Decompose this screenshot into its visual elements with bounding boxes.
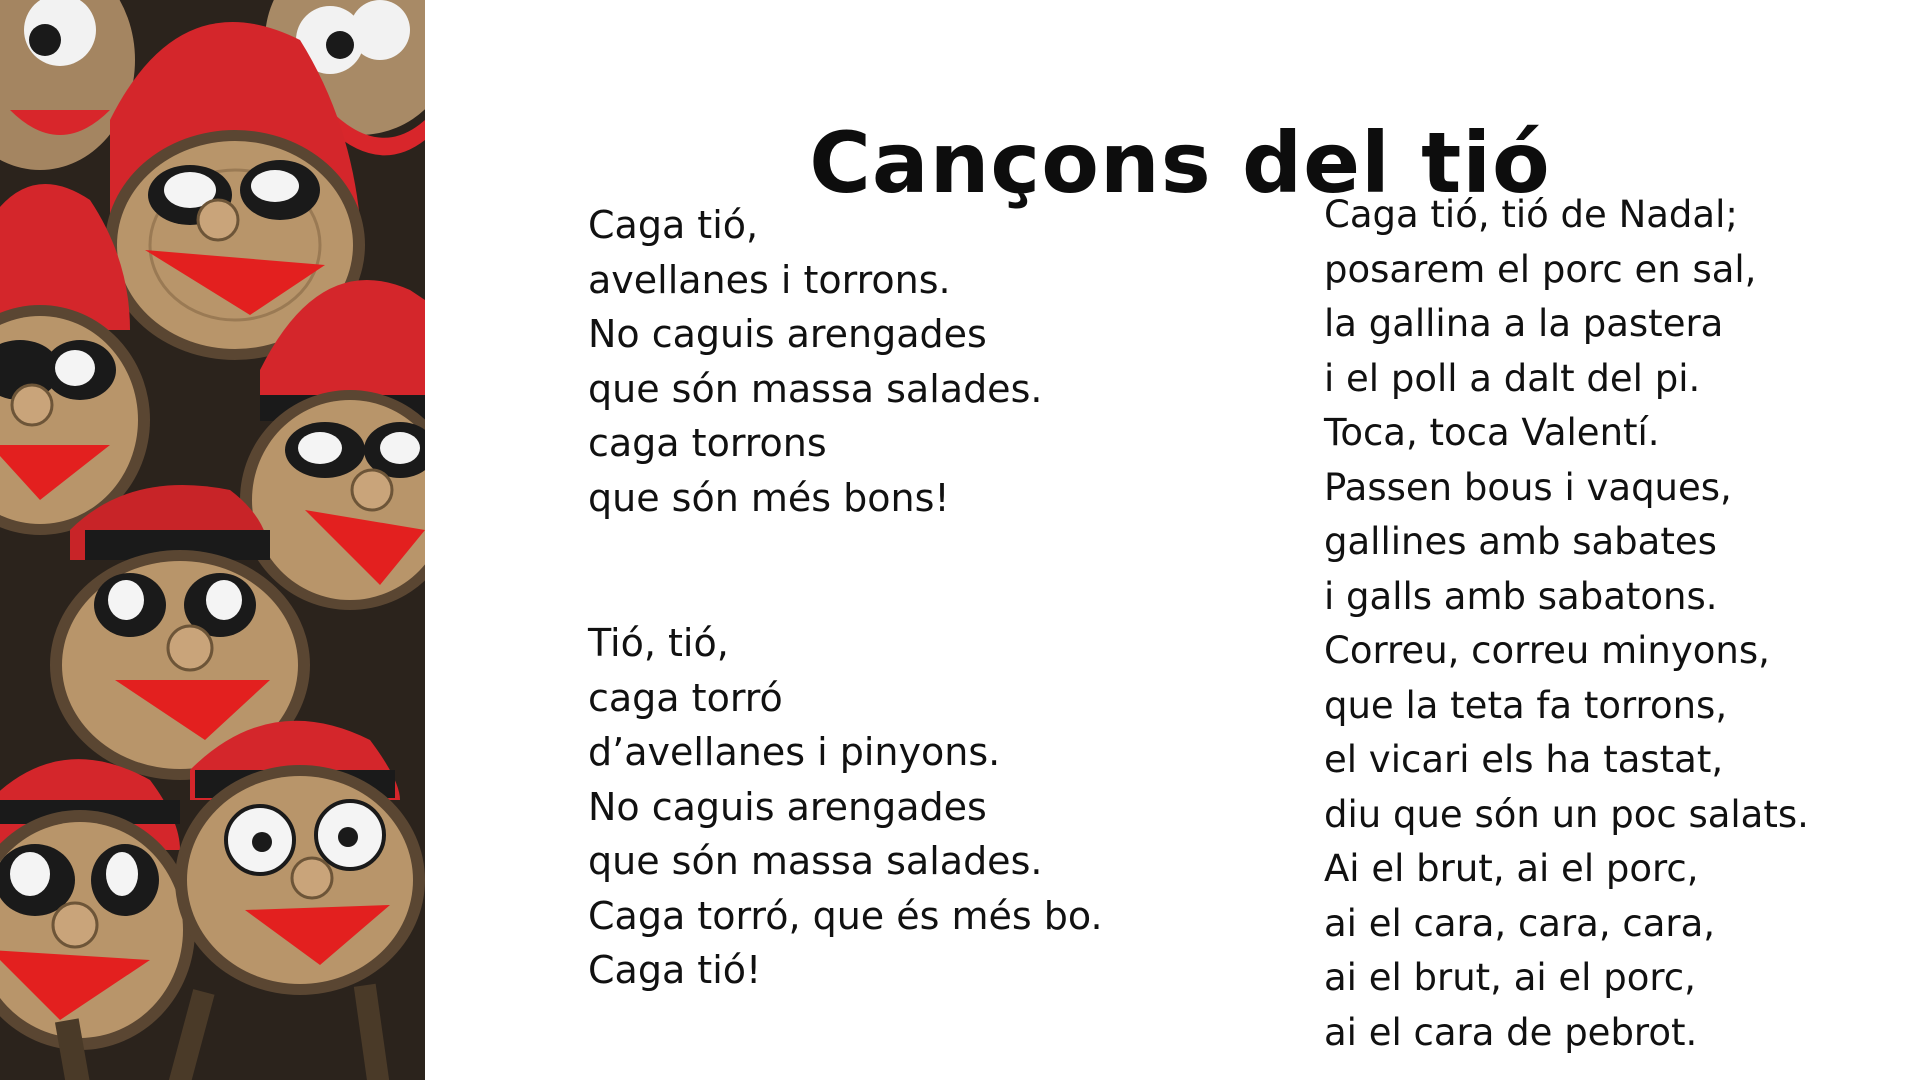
song-line: posarem el porc en sal, bbox=[1324, 247, 1757, 291]
song-line: i galls amb sabatons. bbox=[1324, 574, 1718, 618]
song-line: Correu, correu minyons, bbox=[1324, 629, 1770, 672]
tio-photo bbox=[0, 0, 425, 1080]
song-line: Toca, toca Valentí. bbox=[1324, 411, 1660, 454]
song-line: i el poll a dalt del pi. bbox=[1324, 356, 1701, 400]
song-line: Caga tió! bbox=[588, 948, 762, 992]
song-line: caga torrons bbox=[588, 421, 827, 465]
song-line: No caguis arengades bbox=[588, 312, 987, 356]
song-line: el vicari els ha tastat, bbox=[1324, 738, 1724, 781]
song-line: la gallina a la pastera bbox=[1324, 302, 1724, 345]
song-2 bbox=[588, 616, 1103, 998]
song-line: ai el cara, cara, cara, bbox=[1324, 901, 1716, 945]
song-line: d’avellanes i pinyons. bbox=[588, 730, 1001, 774]
song-line: Passen bous i vaques, bbox=[1324, 465, 1732, 509]
song-line: ai el cara de pebrot. bbox=[1324, 1010, 1698, 1054]
song-line: No caguis arengades bbox=[588, 784, 987, 829]
song-3 bbox=[1324, 188, 1809, 1060]
song-line: Tió, tió, bbox=[588, 621, 729, 665]
song-line: ai el brut, ai el porc, bbox=[1324, 956, 1696, 999]
tio-logs-illustration bbox=[0, 0, 425, 1080]
song-line: Caga tió, tió de Nadal; bbox=[1324, 193, 1738, 236]
song-line: que són massa salades. bbox=[588, 366, 1043, 411]
song-line: que són massa salades. bbox=[588, 839, 1043, 883]
song-line: que són més bons! bbox=[588, 475, 950, 520]
song-line: diu que són un poc salats. bbox=[1324, 792, 1809, 836]
song-line: Ai el brut, ai el porc, bbox=[1324, 847, 1699, 890]
song-line: avellanes i torrons. bbox=[588, 257, 951, 302]
song-line: caga torró bbox=[588, 675, 783, 720]
song-line: Caga torró, que és més bo. bbox=[588, 893, 1103, 938]
song-line: Caga tió, bbox=[588, 203, 759, 247]
tio-log-5 bbox=[0, 759, 195, 1050]
song-line: gallines amb sabates bbox=[1324, 520, 1717, 563]
song-line: que la teta fa torrons, bbox=[1324, 683, 1728, 727]
page-title: Cançons del tió bbox=[809, 114, 1551, 213]
song-1 bbox=[588, 198, 1042, 525]
